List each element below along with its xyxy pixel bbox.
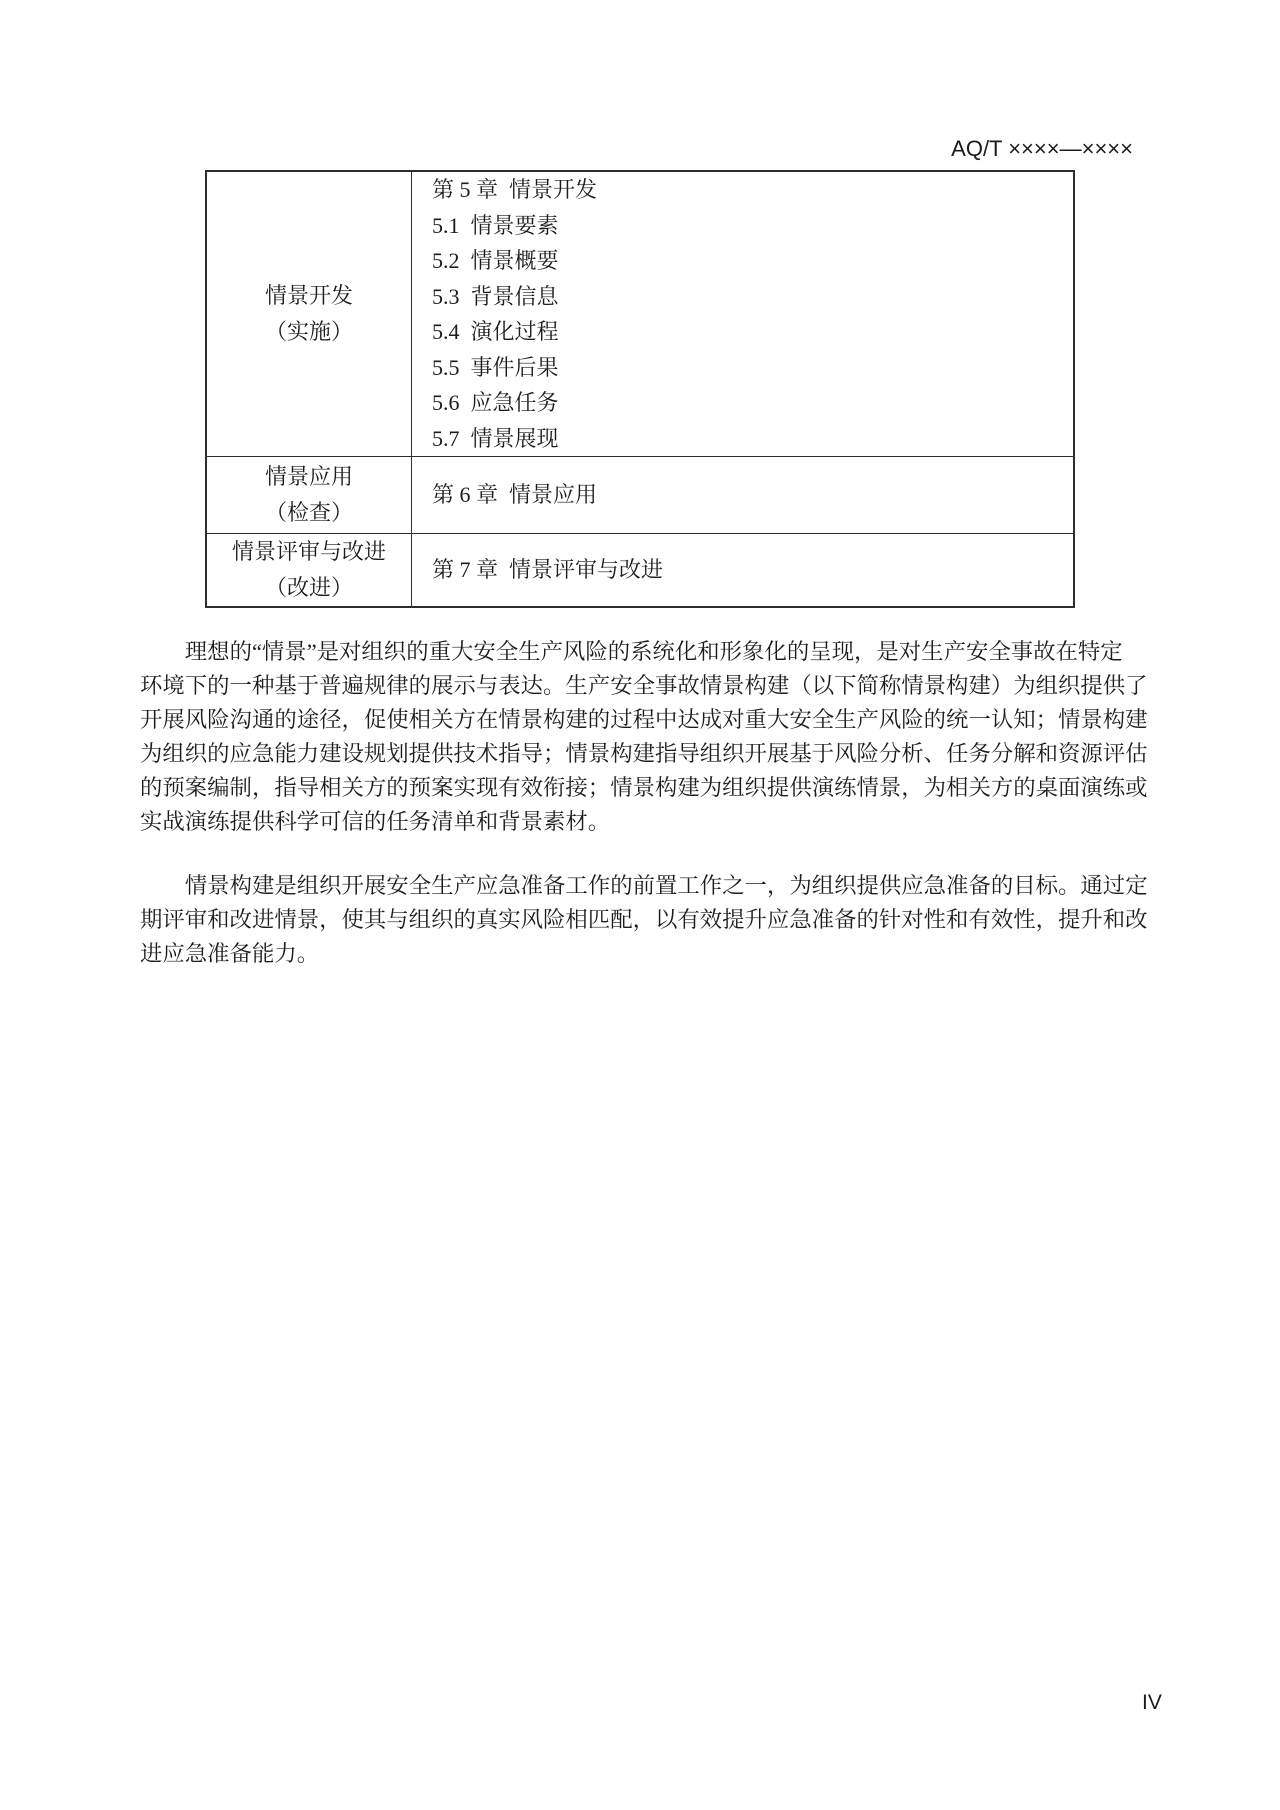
text-line: 理想的“情景”是对组织的重大安全生产风险的系统化和形象化的呈现，是对生产安全事故在特定 [184, 639, 1123, 664]
stage-label: 情景应用 [264, 464, 353, 489]
stage-label: 情景评审与改进 [231, 539, 386, 564]
paragraph [140, 869, 1180, 971]
stage-note: （改进） [264, 575, 353, 600]
stage-chapter-table [205, 170, 1075, 608]
text-line: 的预案编制，指导相关方的预案实现有效衔接；情景构建为组织提供演练情景，为相关方的桌面演练或 [140, 775, 1148, 800]
table-row [206, 534, 1074, 608]
chapter-item: 第 6 章 情景应用 [432, 482, 598, 508]
table-row [206, 171, 1074, 457]
paragraph [140, 635, 1180, 839]
chapter-item: 5.6 应急任务 [432, 390, 559, 415]
chapter-item: 5.7 情景展现 [432, 425, 559, 451]
text-line: 期评审和改进情景，使其与组织的真实风险相匹配，以有效提升应急准备的针对性和有效性，提升和改 [140, 907, 1148, 932]
chapter-item: 5.1 情景要素 [432, 212, 559, 238]
stage-label: 情景开发 [264, 283, 353, 308]
stage-cell [206, 457, 412, 534]
text-line: 进应急准备能力。 [140, 941, 320, 966]
chapter-items-cell [412, 534, 1075, 608]
stage-cell [206, 171, 412, 457]
chapter-item: 5.2 情景概要 [432, 248, 559, 273]
text-line: 情景构建是组织开展安全生产应急准备工作的前置工作之一，为组织提供应急准备的目标。通过定 [184, 873, 1148, 898]
page-number: IV [1142, 1691, 1162, 1714]
body-text [140, 635, 1180, 971]
text-line: 实战演练提供科学可信的任务清单和背景素材。 [140, 809, 611, 834]
stage-cell [206, 534, 412, 608]
stage-note: （检查） [264, 500, 353, 525]
text-line: 环境下的一种基于普遍规律的展示与表达。生产安全事故情景构建（以下简称情景构建）为组织提供了 [140, 673, 1148, 698]
text-line: 为组织的应急能力建设规划提供技术指导；情景构建指导组织开展基于风险分析、任务分解和资源评估 [140, 741, 1148, 766]
chapter-item: 5.3 背景信息 [432, 283, 559, 309]
stage-note: （实施） [264, 319, 353, 344]
chapter-item: 第 5 章 情景开发 [432, 177, 598, 202]
table-row [206, 457, 1074, 534]
chapter-item: 5.5 事件后果 [432, 354, 559, 380]
chapter-item: 第 7 章 情景评审与改进 [432, 557, 664, 583]
text-line: 开展风险沟通的途径，促使相关方在情景构建的过程中达成对重大安全生产风险的统一认知；情景构建 [140, 707, 1148, 732]
chapter-item: 5.4 演化过程 [432, 319, 559, 344]
chapter-items-cell [412, 171, 1075, 457]
chapter-items-cell [412, 457, 1075, 534]
standard-code-header: AQ/T ××××—×××× [951, 136, 1133, 161]
